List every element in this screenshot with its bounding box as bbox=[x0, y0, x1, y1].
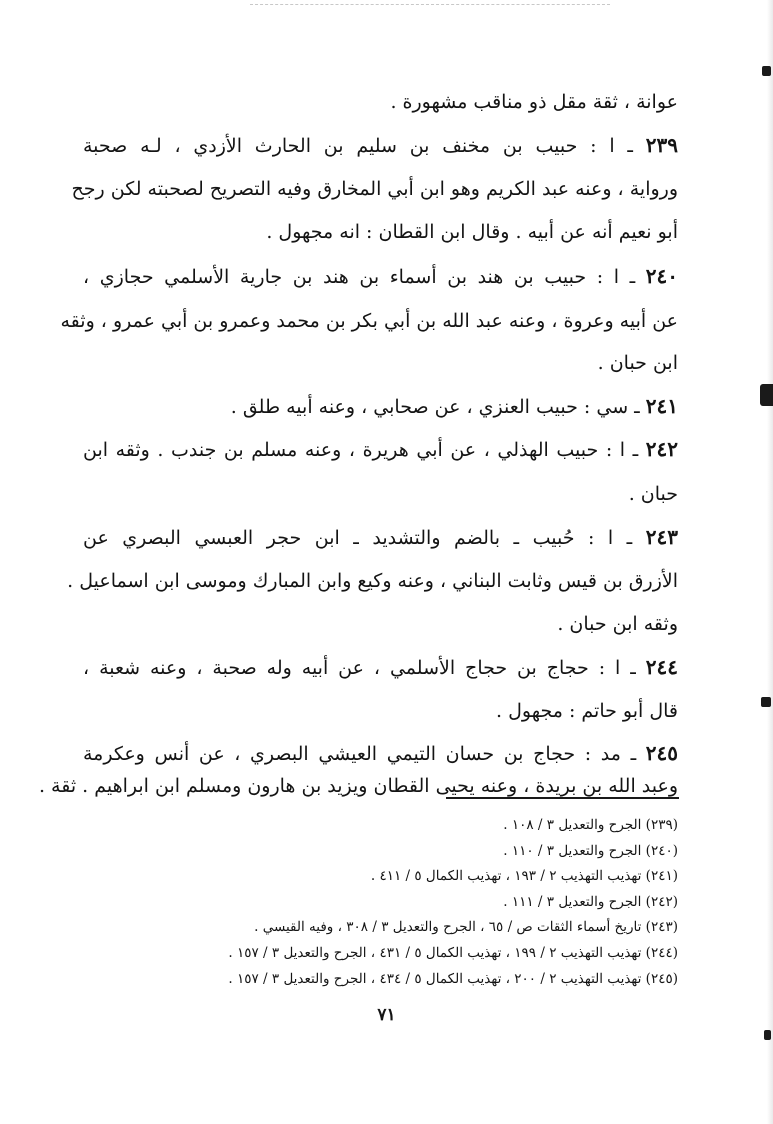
body-line: وعبد الله بن بريدة ، وعنه يحيى القطان ويزيد بن هارون ومسلم ابن ابراهيم . ثقة . bbox=[38, 775, 678, 797]
entry-240-line: ٢٤٠ ـ ا : حبيب بن هند بن أسماء بن هند بن جارية الأسلمي حجازي ، bbox=[83, 264, 678, 288]
body-line: قال أبو حاتم : مجهول . bbox=[496, 700, 678, 722]
scan-mark bbox=[762, 66, 771, 76]
page-number: ٧١ bbox=[377, 1005, 396, 1025]
footnote: (٢٤٣) تاريخ أسماء الثقات ص / ٦٥ ، الجرح والتعديل ٣ / ٣٠٨ ، وفيه القيسي . bbox=[254, 919, 678, 935]
footnote: (٢٤٠) الجرح والتعديل ٣ / ١١٠ . bbox=[503, 843, 678, 859]
page-edge-shadow bbox=[767, 0, 773, 1124]
body-line: وثقه ابن حبان . bbox=[557, 613, 678, 635]
entry-242-line: ٢٤٢ ـ ا : حبيب الهذلي ، عن أبي هريرة ، وعنه مسلم بن جندب . وثقه ابن bbox=[83, 437, 678, 461]
body-line: حبان . bbox=[628, 483, 678, 505]
entry-239-line: ٢٣٩ ـ ا : حبيب بن مخنف بن سليم بن الحارث الأزدي ، لـه صحبة bbox=[83, 133, 678, 157]
entry-number: ٢٤٣ bbox=[645, 525, 678, 549]
footnote: (٢٤٢) الجرح والتعديل ٣ / ١١١ . bbox=[503, 894, 678, 910]
entry-241-line: ٢٤١ ـ سي : حبيب العنزي ، عن صحابي ، وعنه أبيه طلق . bbox=[230, 394, 678, 418]
footnote-rule bbox=[446, 797, 679, 799]
entry-number: ٢٤١ bbox=[645, 394, 678, 418]
entry-number: ٢٤٤ bbox=[645, 655, 678, 679]
entry-number: ٢٤٢ bbox=[645, 437, 678, 461]
footnote: (٢٤٤) تهذيب التهذيب ٢ / ١٩٩ ، تهذيب الكمال ٥ / ٤٣١ ، الجرح والتعديل ٣ / ١٥٧ . bbox=[228, 945, 678, 961]
footnote: (٢٤٥) تهذيب التهذيب ٢ / ٢٠٠ ، تهذيب الكمال ٥ / ٤٣٤ ، الجرح والتعديل ٣ / ١٥٧ . bbox=[228, 971, 678, 987]
top-scan-line bbox=[250, 4, 610, 5]
body-line: أبو نعيم أنه عن أبيه . وقال ابن القطان : انه مجهول . bbox=[266, 221, 678, 243]
entry-244-line: ٢٤٤ ـ ا : حجاج بن حجاج الأسلمي ، عن أبيه وله صحبة ، وعنه شعبة ، bbox=[83, 655, 678, 679]
entry-245-line: ٢٤٥ ـ مد : حجاج بن حسان التيمي العيشي البصري ، عن أنس وعكرمة bbox=[83, 741, 678, 765]
entry-243-line: ٢٤٣ ـ ا : حُبيب ـ بالضم والتشديد ـ ابن حجر العبسي البصري عن bbox=[83, 525, 678, 549]
footnote: (٢٣٩) الجرح والتعديل ٣ / ١٠٨ . bbox=[503, 817, 678, 833]
body-line: الأزرق بن قيس وثابت البناني ، وعنه وكيع وابن المبارك وموسى ابن اسماعيل . bbox=[67, 570, 678, 592]
body-line: عوانة ، ثقة مقل ذو مناقب مشهورة . bbox=[390, 91, 678, 113]
entry-number: ٢٤٠ bbox=[645, 264, 678, 288]
scan-mark bbox=[760, 384, 773, 406]
entry-number: ٢٤٥ bbox=[645, 741, 678, 765]
entry-number: ٢٣٩ bbox=[645, 133, 678, 157]
scan-mark bbox=[764, 1030, 771, 1040]
body-line: ابن حبان . bbox=[597, 352, 678, 374]
body-line: عن أبيه وعروة ، وعنه عبد الله بن أبي بكر بن محمد وعمرو بن أبي عمرو ، وثقه bbox=[60, 310, 678, 332]
scan-mark bbox=[761, 697, 771, 707]
footnote: (٢٤١) تهذيب التهذيب ٢ / ١٩٣ ، تهذيب الكمال ٥ / ٤١١ . bbox=[370, 868, 678, 884]
body-line: ورواية ، وعنه عبد الكريم وهو ابن أبي المخارق وفيه التصريح لصحبته لكن رجح bbox=[71, 178, 678, 200]
